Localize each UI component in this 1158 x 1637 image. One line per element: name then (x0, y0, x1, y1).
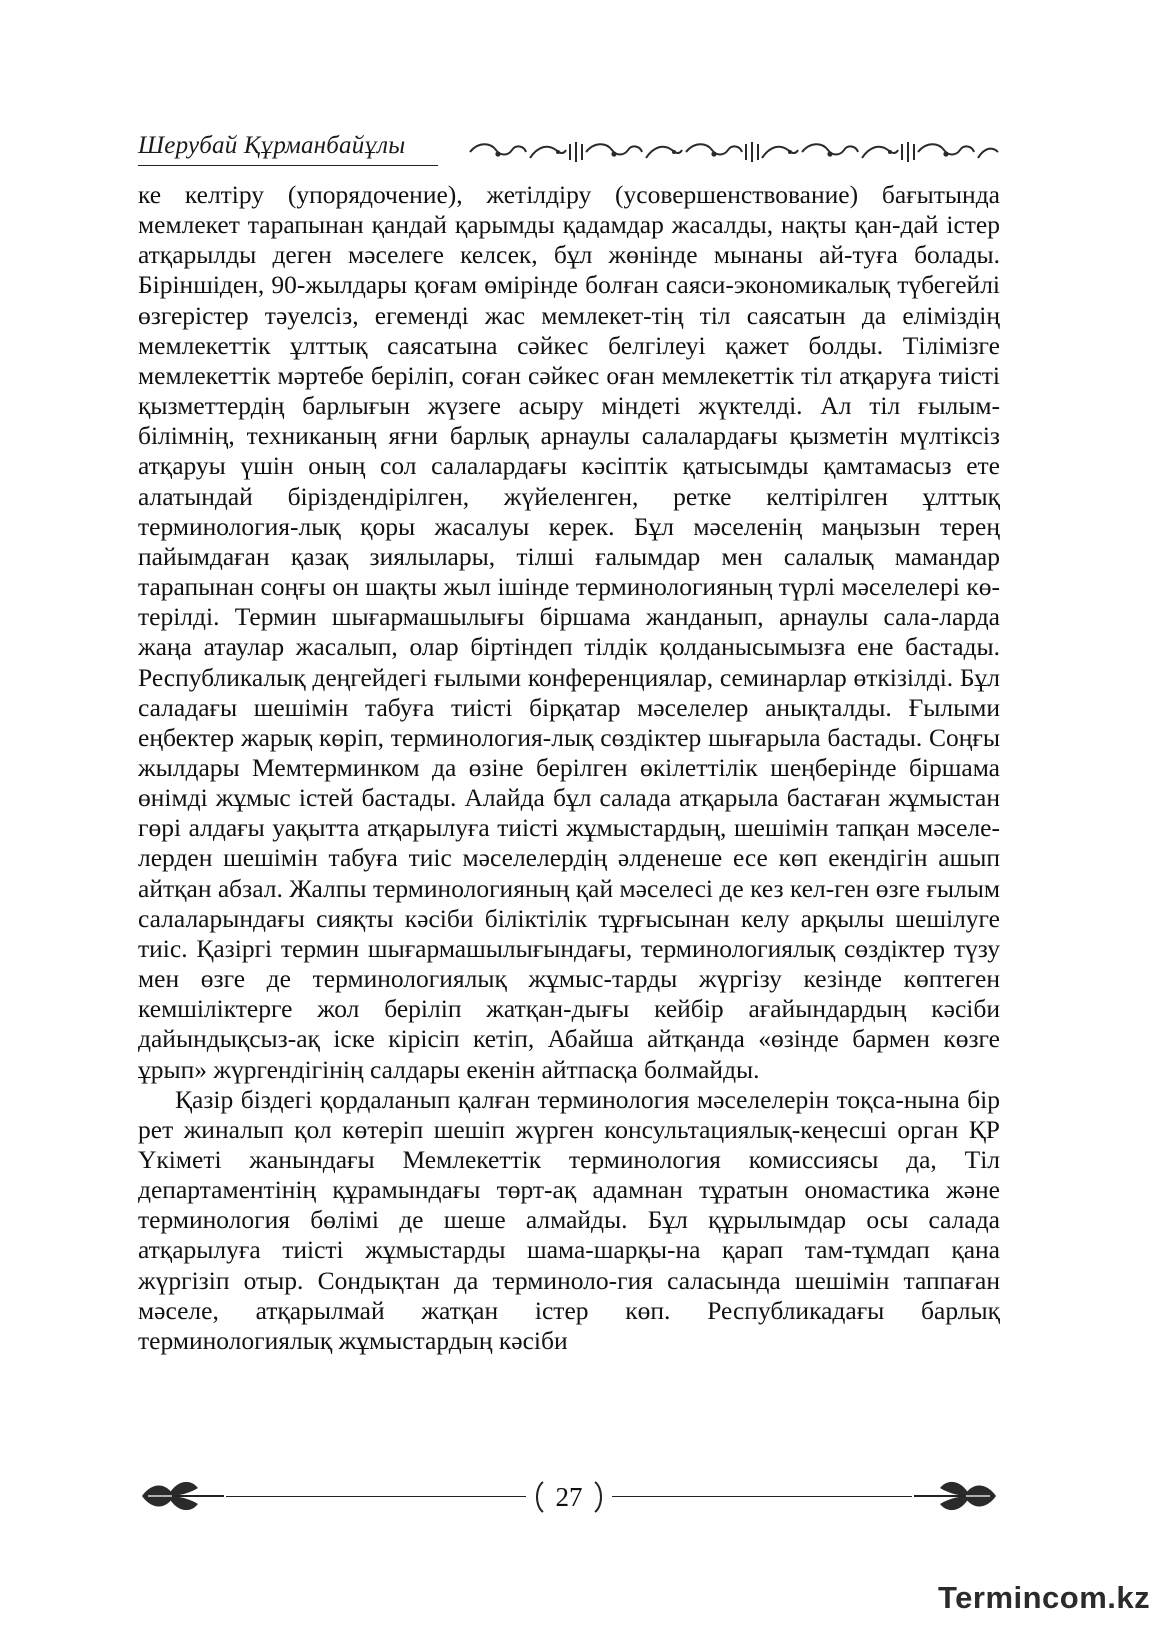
page-number (539, 1480, 599, 1514)
left-leaf-ornament-icon (138, 1476, 226, 1516)
ornament-border-icon (468, 136, 1000, 166)
left-bracket-icon (533, 1480, 545, 1514)
paragraph-2: Қазір біздегі қордаланып қалған терминология мәселелерін тоқса-нына бір рет жиналып қол көтеріп шешіп жүрген консультациялық-кеңесші орган ҚР Үкіметі жанындағы Мемлекеттік терминология комиссиясы да, Тіл департаментінің құрамындағы төрт-ақ адамнан тұратын ономастика және терминология бөлімі де шеше алмайды. Бұл құрылымдар осы салада атқарылуға тиісті жұмыстарды шама-шарқы-на қарап там-тұмдап қана жүргізіп отыр. Сондықтан да терминоло-гия саласында шешімін таппаған мәселе, атқарылмай жатқан істер көп. Республикадағы барлық терминологиялық жұмыстардың кәсіби (138, 1084, 1000, 1355)
right-leaf-ornament-icon (912, 1476, 1000, 1516)
page-number-label: 27 (555, 1482, 583, 1512)
paragraph-1: ке келтіру (упорядочение), жетілдіру (усовершенствование) бағытында мемлекет тарапынан қандай қарымды қадамдар жасалды, нақты қан-дай істер атқарылды деген мәселеге келсек, бұл жөнінде мынаны ай-туға болады. Біріншіден, 90-жылдары қоғам өмірінде болған саяси-экономикалық түбегейлі өзгерістер тәуелсіз, егеменді жас мемлекет-тің тіл саясатын да еліміздің мемлекеттік ұлттық саясатына сәйкес белгілеуі қажет болды. Тілімізге мемлекеттік мәртебе беріліп, соған сәйкес оған мемлекеттік тіл атқаруға тиісті қызметтердің барлығын жүзеге асыру міндеті жүктелді. Ал тіл ғылым-білімнің, техниканың яғни барлық арнаулы салалардағы қызметін мүлтіксіз атқаруы үшін оның сол салалардағы кәсіптік қатысымды қамтамасыз ете алатындай біріздендірілген, жүйеленген, ретке келтірілген ұлттық терминология-лық қоры жасалуы керек. Бұл мәселенің маңызын терең пайымдаған қазақ зиялылары, тілші ғалымдар мен салалық мамандар тарапынан соңғы он шақты жыл ішінде терминологияның түрлі мәселелері кө-терілді. Термин шығармашылығы біршама жанданып, арнаулы сала-ларда жаңа атаулар жасалып, олар біртіндеп тілдік қолданысымызға ене бастады. Республикалық деңгейдегі ғылыми конференциялар, семинарлар өткізілді. Бұл саладағы шешімін табуға тиісті бірқатар мәселелер анықталды. Ғылыми еңбектер жарық көріп, терминология-лық сөздіктер шығарыла бастады. Соңғы жылдары Мемтерминком да өзіне берілген өкілеттілік шеңберінде біршама өнімді жұмыс істей бастады. Алайда бұл салада атқарыла бастаған жұмыстан гөрі алдағы уақытта атқарылуға тиісті жұмыстардың, шешімін тапқан мәселе-лерден шешімін табуға тиіс мәселелердің әлденеше есе көп екендігін ашып айтқан абзал. Жалпы терминологияның қай мәселесі де кез кел-ген өзге ғылым салаларындағы сияқты кәсіби біліктілік тұрғысынан келу арқылы шешілуге тиіс. Қазіргі термин шығармашылығындағы, терминологиялық сөздіктер түзу мен өзге де терминологиялық жұмыс-тарды жүргізу кезінде көптеген кемшіліктерге жол беріліп жатқан-дығы кейбір ағайындардың кәсіби дайындықсыз-ақ іске кірісіп кетіп, Абайша айтқанда «өзінде бармен көзге ұрып» жүргендігінің салдары екенін айтпасқа болмайды. (138, 180, 1000, 1084)
body-text (138, 180, 1000, 1356)
right-bracket-icon (593, 1480, 605, 1514)
footer-rule-right (612, 1496, 912, 1497)
page-footer (138, 1472, 1000, 1520)
running-head-author: Шерубай Құрманбайұлы (138, 132, 406, 159)
header-rule (138, 165, 438, 166)
site-watermark: Termincom.kz (938, 1580, 1151, 1615)
footer-rule-left (226, 1496, 526, 1497)
page-header (138, 132, 1000, 172)
